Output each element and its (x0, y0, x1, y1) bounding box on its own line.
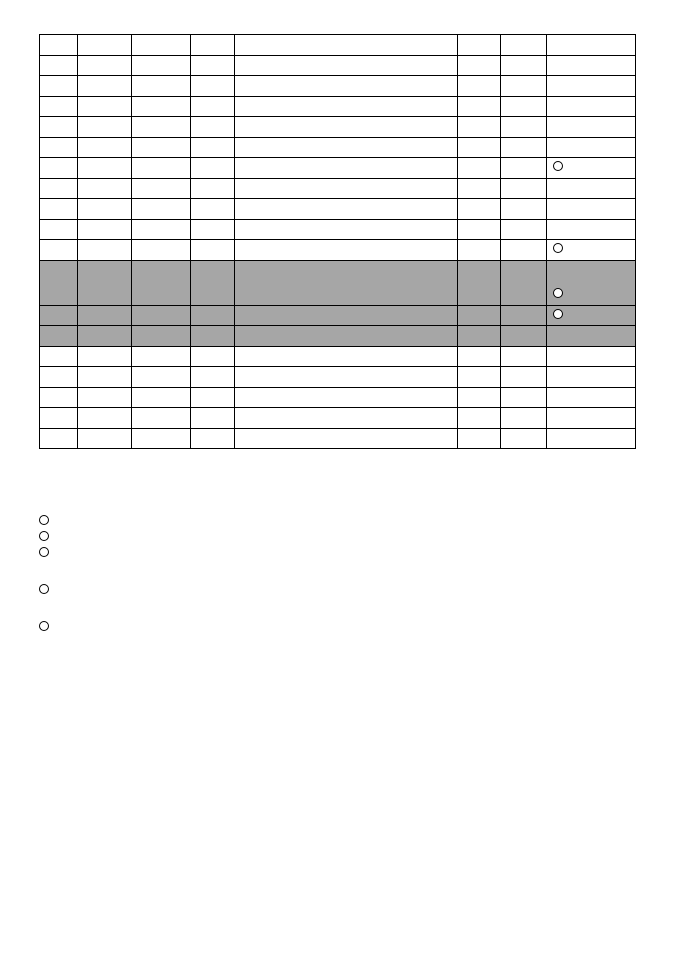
table-cell (132, 76, 191, 97)
note-spacer (39, 562, 635, 583)
table-cell (458, 199, 501, 220)
table-cell (132, 367, 191, 388)
table-cell (191, 408, 235, 429)
table-cell (235, 305, 458, 326)
table-cell (458, 96, 501, 117)
table-cell (547, 346, 636, 367)
table-row (40, 367, 636, 388)
table-cell (132, 326, 191, 347)
table-cell (501, 35, 547, 56)
table-row (40, 35, 636, 56)
table-cell (191, 346, 235, 367)
table-cell (547, 199, 636, 220)
table-cell (78, 35, 132, 56)
table-row (40, 199, 636, 220)
table-cell (547, 76, 636, 97)
table-cell (78, 326, 132, 347)
table-cell (501, 367, 547, 388)
note-item (39, 620, 635, 636)
table-cell (191, 76, 235, 97)
table-cell (78, 408, 132, 429)
table-cell (191, 35, 235, 56)
table-cell (458, 305, 501, 326)
table-cell (40, 199, 78, 220)
table-row (40, 158, 636, 179)
table-cell (501, 346, 547, 367)
table-cell (235, 367, 458, 388)
table-cell (191, 305, 235, 326)
circle-marker-icon (39, 584, 49, 594)
table-cell (78, 117, 132, 138)
table-cell (235, 408, 458, 429)
table-cell (547, 178, 636, 199)
table-cell (547, 387, 636, 408)
table-cell (501, 96, 547, 117)
table-cell (132, 117, 191, 138)
table-cell (78, 240, 132, 261)
table-cell (235, 55, 458, 76)
circle-marker-icon (39, 515, 49, 525)
table-cell (458, 240, 501, 261)
table-cell (132, 305, 191, 326)
table-cell (78, 55, 132, 76)
table-cell (132, 158, 191, 179)
table-cell (458, 367, 501, 388)
table-cell (191, 387, 235, 408)
table-cell (132, 428, 191, 449)
table-cell (501, 55, 547, 76)
table-cell (235, 35, 458, 56)
table-cell (78, 158, 132, 179)
table-cell (547, 305, 636, 326)
table-cell (40, 240, 78, 261)
table-row (40, 96, 636, 117)
table-cell (40, 326, 78, 347)
table-row (40, 408, 636, 429)
table-row (40, 137, 636, 158)
table-cell (501, 199, 547, 220)
table-row (40, 305, 636, 326)
table-cell (40, 346, 78, 367)
table-cell (547, 408, 636, 429)
table-cell (501, 408, 547, 429)
table-cell (458, 387, 501, 408)
table-cell (235, 219, 458, 240)
table-row (40, 428, 636, 449)
table-cell (40, 305, 78, 326)
table-cell (501, 387, 547, 408)
table-cell (78, 178, 132, 199)
table-cell (78, 387, 132, 408)
table-cell (501, 305, 547, 326)
table-cell (235, 96, 458, 117)
table-cell (458, 219, 501, 240)
table-cell (501, 326, 547, 347)
table-cell (458, 346, 501, 367)
table-cell (132, 137, 191, 158)
table-cell (132, 199, 191, 220)
circle-marker-icon (39, 621, 49, 631)
table-cell (501, 428, 547, 449)
table-cell (132, 219, 191, 240)
circle-marker-icon (553, 309, 563, 319)
table-cell (191, 158, 235, 179)
table-cell (191, 240, 235, 261)
table-cell (132, 346, 191, 367)
table-cell (40, 158, 78, 179)
table-cell (40, 178, 78, 199)
table-cell (547, 35, 636, 56)
table-cell (235, 326, 458, 347)
circle-marker-icon (553, 288, 563, 298)
table-cell (191, 367, 235, 388)
table-row (40, 260, 636, 305)
table-cell (547, 240, 636, 261)
table-cell (501, 137, 547, 158)
table-cell (78, 305, 132, 326)
table-cell (191, 96, 235, 117)
table-row (40, 76, 636, 97)
table-cell (132, 35, 191, 56)
table-cell (191, 117, 235, 138)
table-cell (132, 96, 191, 117)
table-cell (235, 199, 458, 220)
table-cell (132, 55, 191, 76)
table-cell (40, 137, 78, 158)
table-cell (501, 260, 547, 305)
table-cell (235, 178, 458, 199)
table-cell (78, 260, 132, 305)
table-cell (458, 408, 501, 429)
table-cell (458, 158, 501, 179)
table-cell (235, 428, 458, 449)
table-body (40, 35, 636, 449)
table-cell (191, 326, 235, 347)
table-row (40, 219, 636, 240)
table-cell (132, 240, 191, 261)
table-cell (235, 137, 458, 158)
note-item (39, 530, 635, 546)
table-cell (191, 199, 235, 220)
table-cell (458, 178, 501, 199)
table-cell (235, 387, 458, 408)
table-cell (235, 117, 458, 138)
table-cell (132, 260, 191, 305)
table-cell (547, 428, 636, 449)
table-cell (40, 428, 78, 449)
table-cell (547, 117, 636, 138)
table-cell (547, 367, 636, 388)
table-row (40, 117, 636, 138)
table-cell (40, 55, 78, 76)
table-cell (547, 96, 636, 117)
circle-marker-icon (39, 531, 49, 541)
circle-marker-icon (553, 161, 563, 171)
table-cell (78, 367, 132, 388)
table-cell (40, 408, 78, 429)
table-cell (501, 178, 547, 199)
table-cell (235, 158, 458, 179)
table-cell (458, 35, 501, 56)
table-row (40, 387, 636, 408)
table-cell (235, 240, 458, 261)
table-cell (501, 117, 547, 138)
table-cell (458, 428, 501, 449)
table-cell (40, 387, 78, 408)
note-spacer (39, 599, 635, 620)
table-cell (40, 260, 78, 305)
table-row (40, 240, 636, 261)
notes-list (39, 514, 635, 636)
table-cell (78, 199, 132, 220)
table-cell (458, 260, 501, 305)
table-cell (235, 346, 458, 367)
table-cell (40, 96, 78, 117)
table-cell (78, 96, 132, 117)
table-cell (78, 137, 132, 158)
table-cell (501, 76, 547, 97)
table-cell (78, 76, 132, 97)
table-cell (235, 76, 458, 97)
table-cell (40, 219, 78, 240)
table-cell (458, 76, 501, 97)
note-item (39, 514, 635, 530)
table-cell (547, 326, 636, 347)
table-cell (458, 326, 501, 347)
table-cell (191, 219, 235, 240)
table-cell (547, 158, 636, 179)
table-cell (235, 260, 458, 305)
table-cell (40, 76, 78, 97)
table-cell (191, 178, 235, 199)
data-table (39, 34, 636, 449)
table-row (40, 326, 636, 347)
table-cell (132, 387, 191, 408)
table-cell (501, 240, 547, 261)
table-row (40, 55, 636, 76)
table-cell (40, 35, 78, 56)
table-cell (191, 137, 235, 158)
note-item (39, 546, 635, 562)
table-cell (547, 137, 636, 158)
table-cell (458, 137, 501, 158)
table-row (40, 346, 636, 367)
circle-marker-icon (553, 243, 563, 253)
table-cell (458, 55, 501, 76)
table-row (40, 178, 636, 199)
circle-marker-icon (39, 547, 49, 557)
table-cell (132, 178, 191, 199)
table-cell (501, 158, 547, 179)
table-cell (132, 408, 191, 429)
table-cell (191, 260, 235, 305)
table-cell (458, 117, 501, 138)
table-cell (78, 428, 132, 449)
table-cell (191, 55, 235, 76)
table-cell (78, 219, 132, 240)
table-cell (40, 117, 78, 138)
note-item (39, 583, 635, 599)
table-cell (501, 219, 547, 240)
table-cell (78, 346, 132, 367)
table-cell (191, 428, 235, 449)
table-cell (547, 260, 636, 305)
table-cell (40, 367, 78, 388)
table-cell (547, 219, 636, 240)
table-cell (547, 55, 636, 76)
